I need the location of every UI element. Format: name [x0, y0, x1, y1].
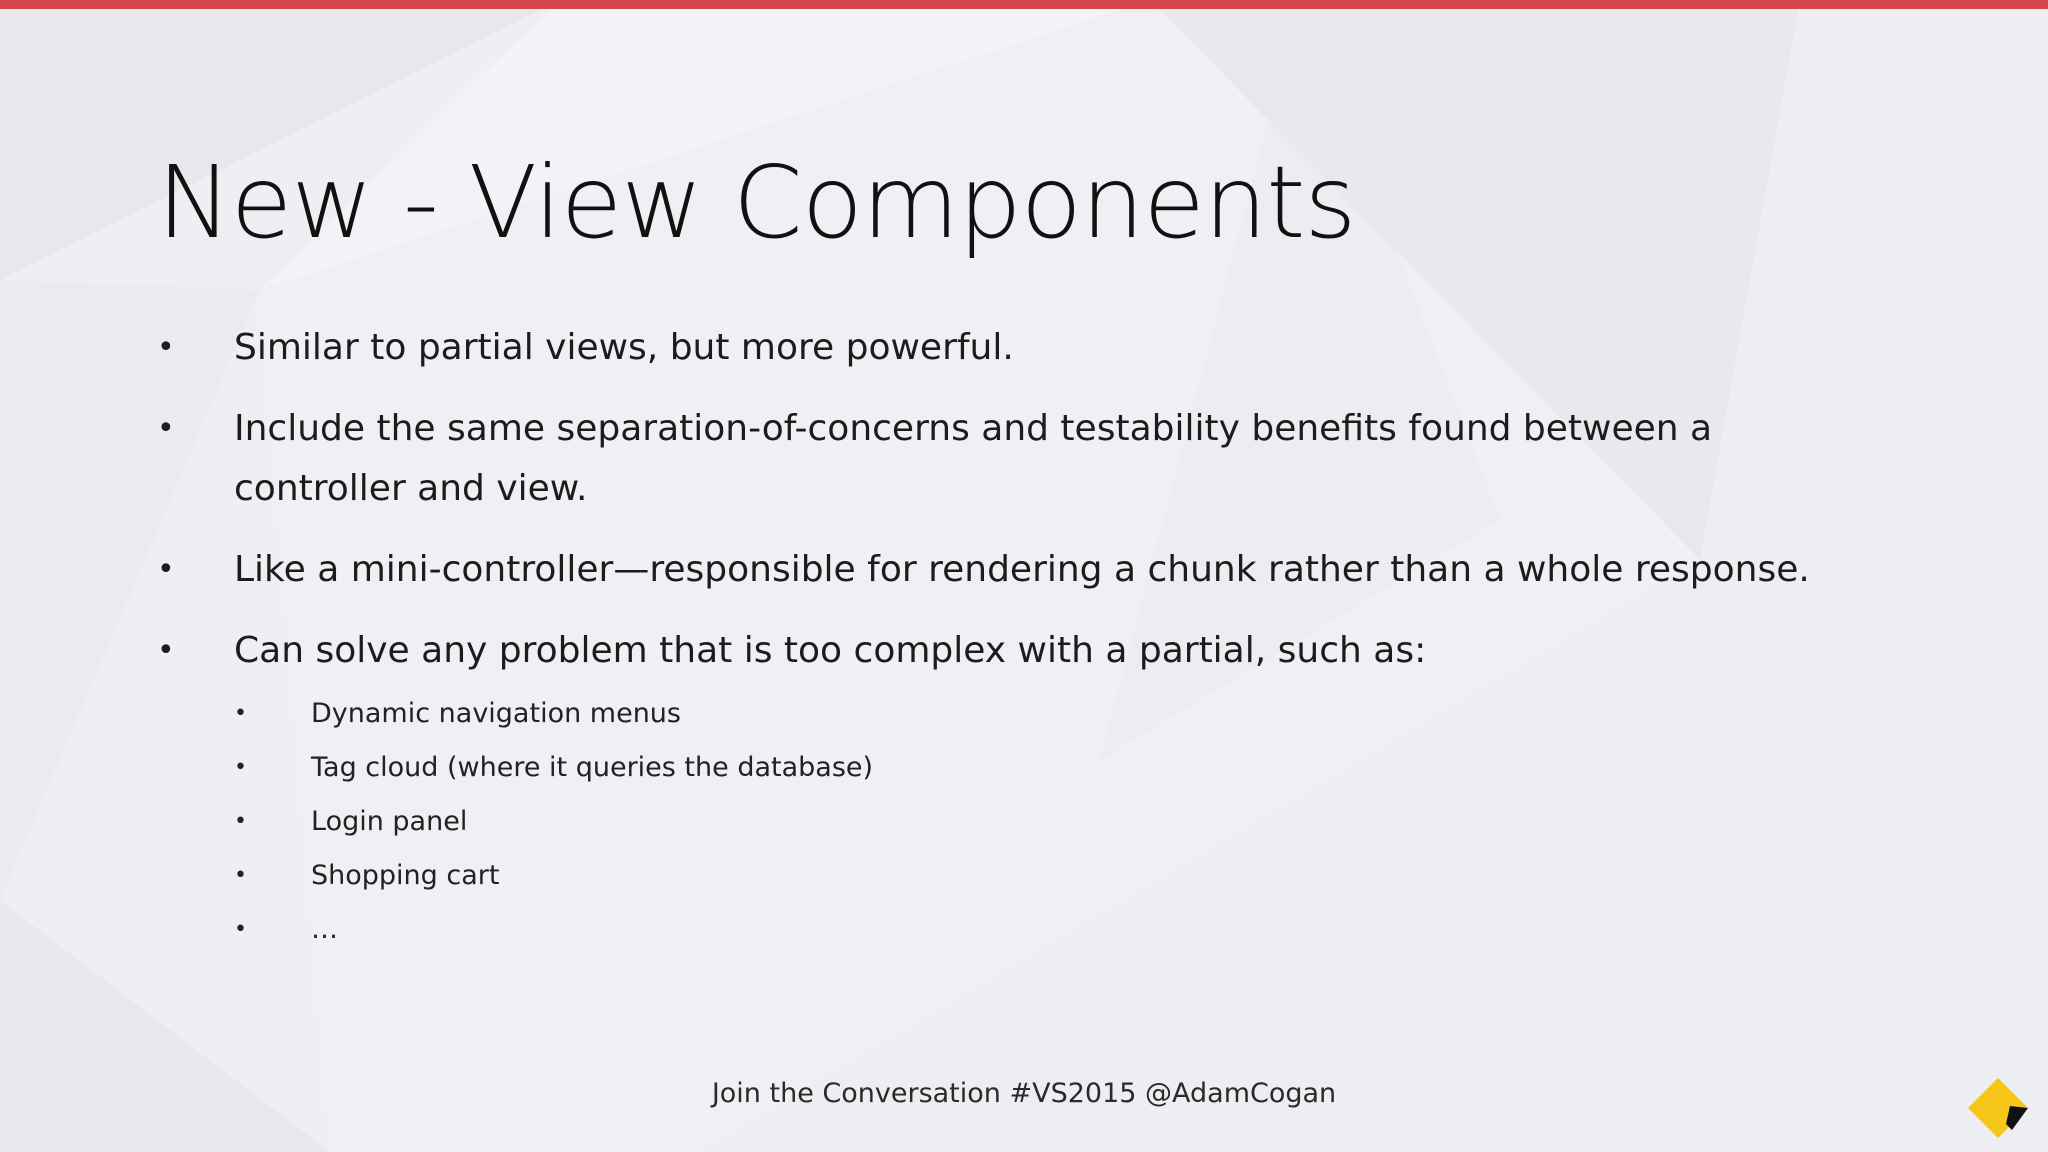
bullet-text: Can solve any problem that is too complex with a partial, such as: — [234, 630, 1427, 671]
sub-bullet-dot: • — [234, 917, 247, 942]
sub-bullet-item — [234, 741, 1857, 795]
sub-bullet-list — [234, 687, 1857, 957]
bullet-list — [157, 318, 1857, 978]
sub-bullet-text: Dynamic navigation menus — [311, 698, 681, 729]
bullet-dot: • — [157, 633, 175, 668]
sub-bullet-item — [234, 903, 1857, 957]
bullet-text: Similar to partial views, but more powerful. — [234, 327, 1014, 368]
top-accent-bar — [0, 0, 2048, 9]
bullet-text: Like a mini-controller—responsible for rendering a chunk rather than a whole response. — [234, 549, 1810, 590]
commbank-diamond-logo-icon — [1966, 1076, 2030, 1140]
sub-bullet-dot: • — [234, 809, 247, 834]
sub-bullet-item — [234, 849, 1857, 903]
sub-bullet-text: Tag cloud (where it queries the database) — [311, 752, 874, 783]
sub-bullet-item — [234, 795, 1857, 849]
slide-title: New - View Components — [157, 144, 1356, 261]
sub-bullet-dot: • — [234, 755, 247, 780]
sub-bullet-text: Login panel — [311, 806, 468, 837]
bullet-item — [157, 621, 1857, 957]
footer-text: Join the Conversation #VS2015 @AdamCogan — [711, 1078, 1337, 1109]
sub-bullet-text: Shopping cart — [311, 860, 500, 891]
bullet-item — [157, 540, 1857, 600]
bullet-dot: • — [157, 411, 175, 446]
sub-bullet-dot: • — [234, 701, 247, 726]
bullet-dot: • — [157, 330, 175, 365]
bullet-dot: • — [157, 552, 175, 587]
sub-bullet-dot: • — [234, 863, 247, 888]
sub-bullet-item — [234, 687, 1857, 741]
sub-bullet-text: … — [311, 914, 338, 945]
bullet-item — [157, 399, 1857, 519]
bullet-text: Include the same separation-of-concerns and testability benefits found between a controller and view. — [234, 408, 1713, 509]
bullet-item — [157, 318, 1857, 378]
